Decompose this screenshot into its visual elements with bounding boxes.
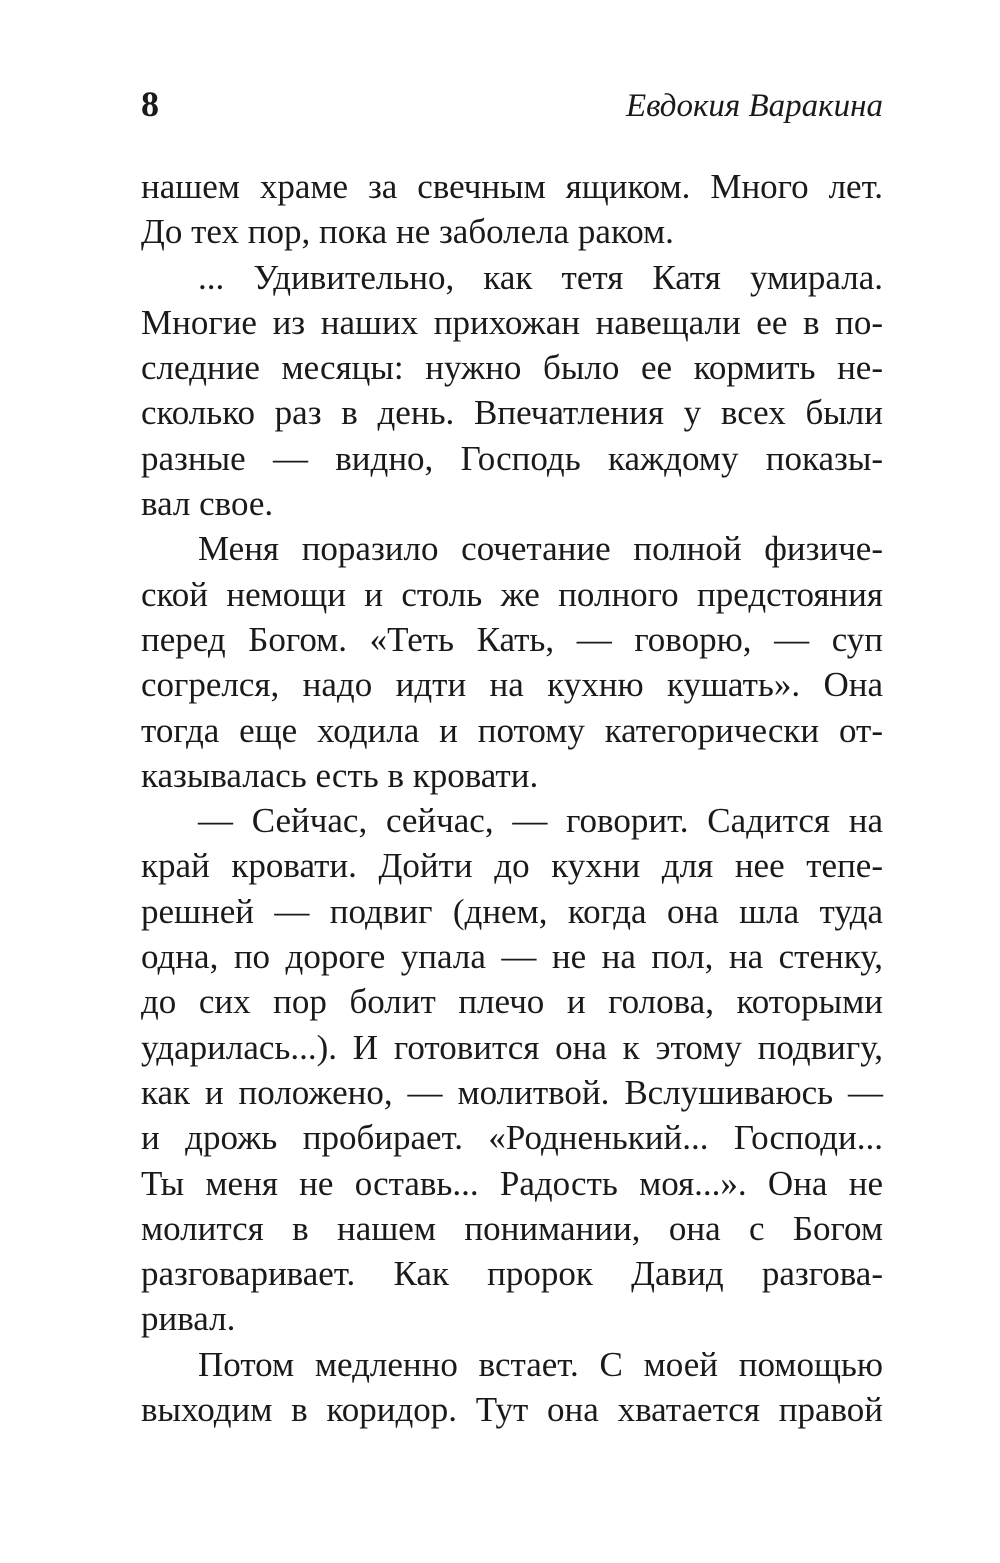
text-line: тогда еще ходила и потому категорически от-	[141, 710, 883, 750]
text-line: до сих пор болит плечо и голова, которыми	[141, 982, 883, 1022]
text-line: ударилась...). И готовится она к этому подвигу,	[141, 1027, 883, 1067]
text-line: и дрожь пробирает. «Родненький... Господи...	[141, 1118, 883, 1158]
running-head	[141, 0, 883, 160]
text-line: Потом медленно встает. С моей помощью	[198, 1344, 883, 1384]
text-line: как и положено, — молитвой. Вслушиваюсь —	[141, 1072, 883, 1112]
text-line: одна, по дороге упала — не на пол, на стенку,	[141, 937, 883, 977]
text-line: Меня поразило сочетание полной физиче-	[198, 529, 883, 569]
text-line: перед Богом. «Теть Кать, — говорю, — суп	[141, 619, 883, 659]
page-number: 8	[141, 84, 159, 124]
text-line: решней — подвиг (днем, когда она шла туда	[141, 891, 883, 931]
text-line: До тех пор, пока не заболела раком.	[141, 212, 674, 252]
text-line: Многие из наших прихожан навещали ее в по-	[141, 302, 883, 342]
text-line: ской немощи и столь же полного предстояния	[141, 574, 883, 614]
text-line: молится в нашем понимании, она с Богом	[141, 1208, 883, 1248]
text-line: вал свое.	[141, 484, 274, 524]
body-text	[141, 164, 883, 1432]
text-line: — Сейчас, сейчас, — говорит. Садится на	[198, 801, 883, 841]
text-line: следние месяцы: нужно было ее кормить не-	[141, 348, 883, 388]
book-page	[141, 0, 883, 1430]
text-line: разные — видно, Господь каждому показы-	[141, 438, 883, 478]
text-line: ... Удивительно, как тетя Катя умирала.	[198, 257, 883, 297]
text-line: нашем храме за свечным ящиком. Много лет.	[141, 167, 883, 206]
text-line: Ты меня не оставь... Радость моя...». Она не	[141, 1163, 883, 1203]
running-title: Евдокия Варакина	[625, 88, 883, 124]
text-line: согрелся, надо идти на кухню кушать». Она	[141, 665, 883, 705]
text-line: казывалась есть в кровати.	[141, 755, 539, 795]
text-line: разговаривает. Как пророк Давид разгова-	[141, 1254, 883, 1294]
text-line: сколько раз в день. Впечатления у всех были	[141, 393, 883, 433]
text-line: край кровати. Дойти до кухни для нее тепе-	[141, 846, 883, 886]
text-line: выходим в коридор. Тут она хватается правой	[141, 1390, 883, 1430]
text-line: ривал.	[141, 1299, 236, 1339]
